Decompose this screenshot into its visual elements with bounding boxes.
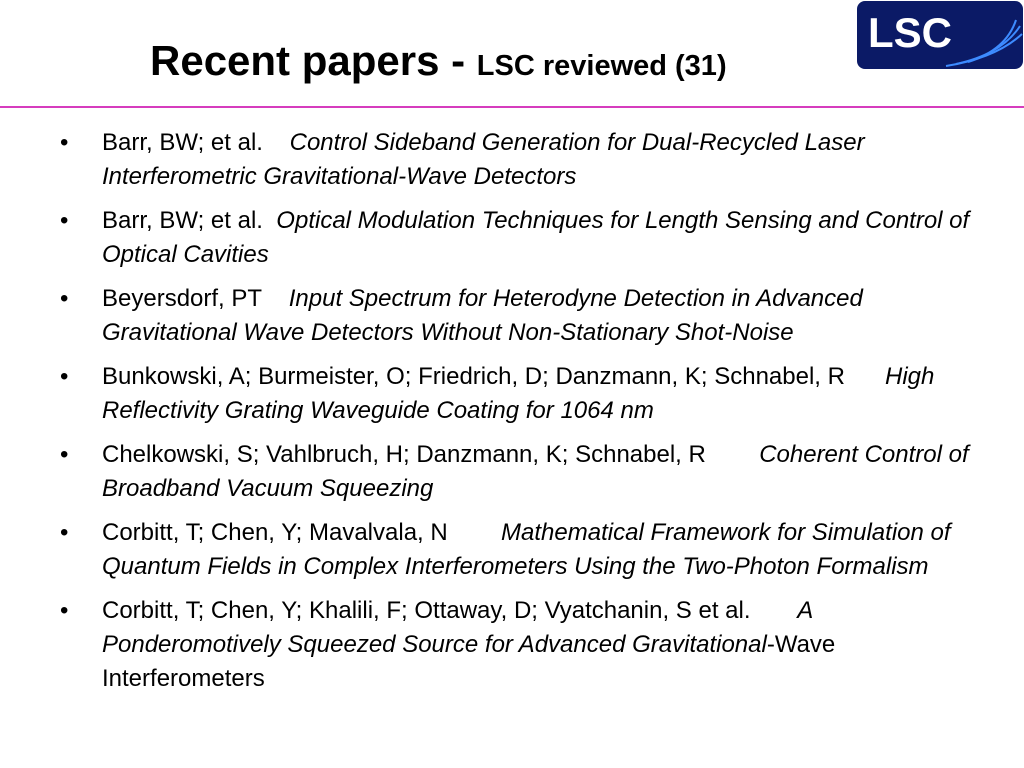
bullet: • — [60, 519, 69, 546]
paper-item — [0, 360, 1024, 428]
paper-authors: Beyersdorf, PT — [102, 285, 263, 312]
slide-title-main: Recent papers - — [150, 37, 477, 84]
paper-item — [0, 438, 1024, 506]
paper-authors: Corbitt, T; Chen, Y; Khalili, F; Ottaway, D; Vyatchanin, S et al. — [102, 597, 751, 624]
lsc-logo-text: LSC — [868, 9, 952, 56]
paper-title: Optical Modulation Techniques for Length Sensing and Control of Optical Cavities — [102, 207, 970, 268]
paper-title: Control Sideband Generation for Dual-Recycled Laser Interferometric Gravitational-Wave Detectors — [102, 129, 865, 190]
paper-item — [0, 282, 1024, 350]
paper-title: Input Spectrum for Heterodyne Detection in Advanced Gravitational Wave Detectors Without Non-Stationary Shot-Noise — [102, 285, 863, 346]
paper-title: Mathematical Framework for Simulation of Quantum Fields in Complex Interferometers Using the Two-Photon Formalism — [102, 519, 951, 580]
paper-item — [0, 126, 1024, 194]
paper-title-tail: -Wave Interferometers — [102, 631, 836, 692]
paper-list — [0, 126, 1024, 706]
bullet: • — [60, 597, 69, 624]
bullet: • — [60, 441, 69, 468]
paper-authors: Corbitt, T; Chen, Y; Mavalvala, N — [102, 519, 448, 546]
bullet: • — [60, 207, 69, 234]
paper-authors: Chelkowski, S; Vahlbruch, H; Danzmann, K; Schnabel, R — [102, 441, 706, 468]
paper-item — [0, 594, 1024, 696]
title-divider — [0, 106, 1024, 108]
paper-authors: Bunkowski, A; Burmeister, O; Friedrich, D; Danzmann, K; Schnabel, R — [102, 363, 845, 390]
paper-title: High Reflectivity Grating Waveguide Coating for 1064 nm — [102, 363, 935, 424]
slide-title-sub: LSC reviewed (31) — [476, 50, 727, 82]
bullet: • — [60, 363, 69, 390]
slide-title — [150, 37, 727, 84]
paper-authors: Barr, BW; et al. — [102, 207, 263, 234]
bullet: • — [60, 285, 69, 312]
paper-item — [0, 516, 1024, 584]
paper-item — [0, 204, 1024, 272]
paper-title: A Ponderomotively Squeezed Source for Advanced Gravitational — [102, 597, 813, 658]
paper-title: Coherent Control of Broadband Vacuum Squeezing — [102, 441, 969, 502]
lsc-logo — [856, 0, 1024, 70]
paper-authors: Barr, BW; et al. — [102, 129, 263, 156]
bullet: • — [60, 129, 69, 156]
